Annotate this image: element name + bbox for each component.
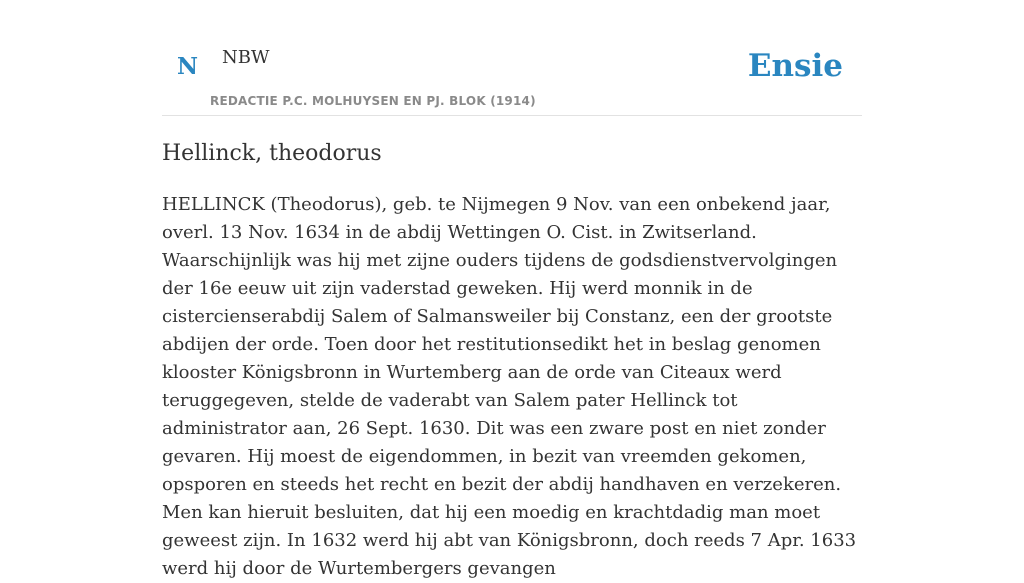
source-logo[interactable]: N xyxy=(177,53,199,80)
site-header xyxy=(162,0,862,116)
brand-logo[interactable]: Ensie xyxy=(747,48,843,84)
article-title: Hellinck, theodorus xyxy=(162,141,382,166)
article-body: HELLINCK (Theodorus), geb. te Nijmegen 9 Nov. van een onbekend jaar, overl. 13 Nov. 1634 in de abdij Wettingen O. Cist. in Zwitserland. Waarschijnlijk was hij met zijne ouders tijdens de godsdienstvervolgingen der 16e eeuw uit zijn vaderstad geweken. Hij werd monnik in de cistercienserabdij Salem of Salmansweiler bij Constanz, een der grootste abdijen der orde. Toen door het restitutionsedikt het in beslag genomen klooster Königsbronn in Wurtemberg aan de orde van Citeaux werd teruggegeven, stelde de vaderabt van Salem pater Hellinck tot administrator aan, 26 Sept. 1630. Dit was een zware post en niet zonder gevaren. Hij moest de eigendommen, in bezit van vreemden gekomen, opsporen en steeds het recht en bezit der abdij handhaven en verzekeren. Men kan hieruit besluiten, dat hij een moedig en krachtdadig man moet geweest zijn. In 1632 werd hij abt van Königsbronn, doch reeds 7 Apr. 1633 werd hij door de Wurtembergers gevangen xyxy=(162,194,857,579)
source-name[interactable]: NBW xyxy=(222,47,270,68)
source-subtitle: REDACTIE P.C. MOLHUYSEN EN PJ. BLOK (1914) xyxy=(210,94,536,108)
